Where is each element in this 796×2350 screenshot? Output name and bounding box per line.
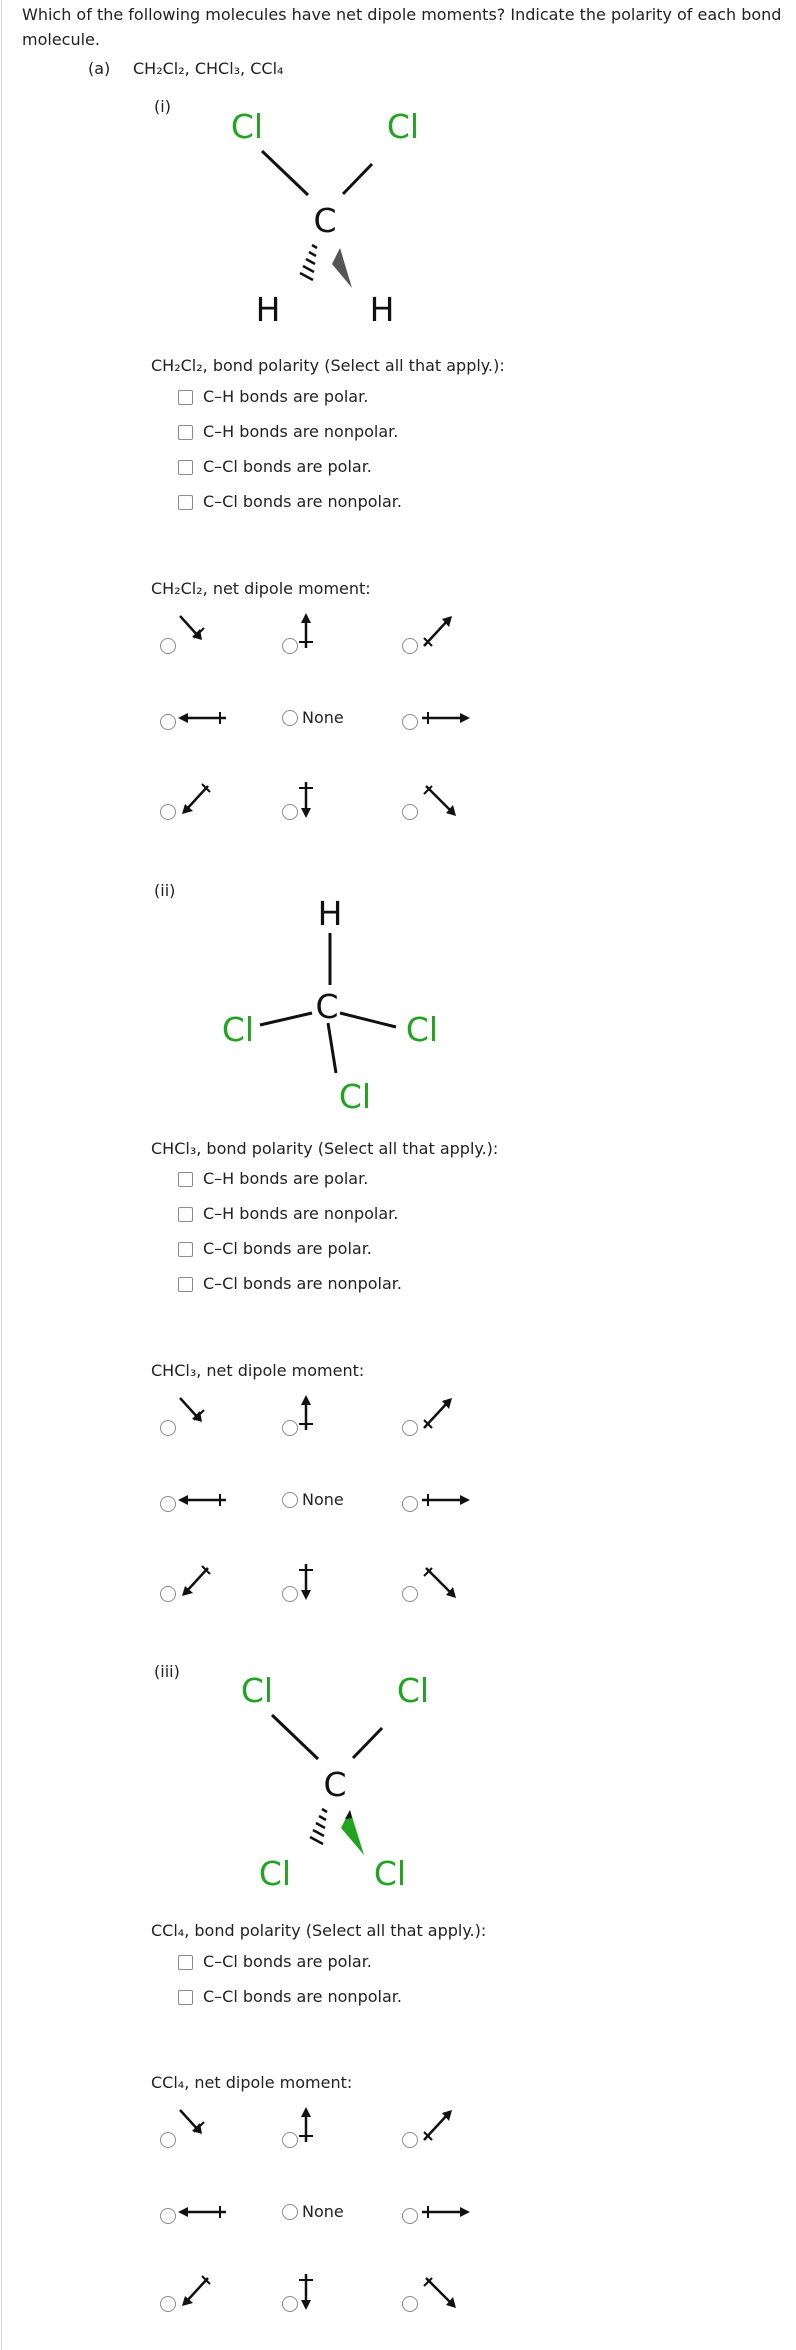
radio[interactable] bbox=[282, 2204, 298, 2220]
dipole-option-none[interactable]: None bbox=[282, 1490, 362, 1510]
dipole-option-down[interactable] bbox=[282, 2270, 322, 2312]
bond-option-i-2[interactable]: C–H bonds are nonpolar. bbox=[178, 422, 398, 442]
bond-option-iii-2[interactable]: C–Cl bonds are nonpolar. bbox=[178, 1987, 402, 2007]
radio[interactable] bbox=[160, 1586, 176, 1602]
checkbox[interactable] bbox=[178, 495, 193, 510]
bond-option-ii-2[interactable]: C–H bonds are nonpolar. bbox=[178, 1204, 398, 1224]
atom-cl-bottom-right: Cl bbox=[373, 1854, 407, 1893]
radio[interactable] bbox=[160, 2132, 176, 2148]
dipole-option-up[interactable] bbox=[282, 1394, 322, 1436]
arrow-up-right-icon bbox=[420, 1394, 460, 1434]
arrow-down-icon bbox=[294, 2270, 318, 2312]
arrow-down-icon bbox=[294, 778, 318, 820]
arrow-up-left-icon bbox=[420, 2274, 460, 2312]
bond-option-iii-1[interactable]: C–Cl bonds are polar. bbox=[178, 1952, 372, 1972]
bond-option-i-4[interactable]: C–Cl bonds are nonpolar. bbox=[178, 492, 402, 512]
item-numeral-ii: (ii) bbox=[154, 881, 176, 900]
radio[interactable] bbox=[402, 1420, 418, 1436]
dipole-option-none[interactable]: None bbox=[282, 708, 362, 728]
arrow-left-icon bbox=[178, 2202, 230, 2222]
item-numeral-i: (i) bbox=[154, 97, 171, 116]
dipole-option-right[interactable] bbox=[402, 2200, 472, 2224]
item-numeral-iii: (iii) bbox=[154, 1662, 180, 1681]
arrow-left-icon bbox=[178, 708, 230, 728]
dipole-option-down-left[interactable] bbox=[160, 782, 220, 820]
dipole-option-up-right[interactable] bbox=[402, 2106, 462, 2148]
arrow-down-right-icon bbox=[178, 2108, 218, 2148]
dipole-option-down[interactable] bbox=[282, 1560, 322, 1602]
radio[interactable] bbox=[282, 1492, 298, 1508]
part-a-marker: (a) bbox=[88, 59, 111, 78]
atom-cl-top-left: Cl bbox=[240, 1671, 274, 1710]
bond-option-i-3[interactable]: C–Cl bonds are polar. bbox=[178, 457, 372, 477]
atom-cl-top-left: Cl bbox=[230, 107, 264, 146]
bond-option-ii-4[interactable]: C–Cl bonds are nonpolar. bbox=[178, 1274, 402, 1294]
bond-polarity-prompt-iii: CCl₄, bond polarity (Select all that apply.): bbox=[151, 1921, 487, 1940]
dipole-option-right[interactable] bbox=[402, 1488, 472, 1512]
checkbox[interactable] bbox=[178, 460, 193, 475]
radio[interactable] bbox=[402, 638, 418, 654]
radio[interactable] bbox=[402, 2132, 418, 2148]
arrow-right-icon bbox=[420, 708, 472, 728]
arrow-up-right-icon bbox=[420, 612, 460, 652]
bond-polarity-prompt-i: CH₂Cl₂, bond polarity (Select all that apply.): bbox=[151, 356, 505, 375]
dipole-option-down-right[interactable] bbox=[160, 614, 220, 654]
atom-h-top: H bbox=[317, 894, 343, 933]
dipole-option-up-left[interactable] bbox=[402, 1564, 462, 1602]
dipole-option-down-right[interactable] bbox=[160, 2108, 220, 2148]
dipole-option-up[interactable] bbox=[282, 2106, 322, 2148]
radio[interactable] bbox=[160, 1420, 176, 1436]
checkbox[interactable] bbox=[178, 1172, 193, 1187]
checkbox[interactable] bbox=[178, 425, 193, 440]
dipole-option-down[interactable] bbox=[282, 778, 322, 820]
radio[interactable] bbox=[160, 804, 176, 820]
radio[interactable] bbox=[160, 714, 176, 730]
checkbox[interactable] bbox=[178, 1207, 193, 1222]
atom-cl-top-right: Cl bbox=[396, 1671, 430, 1710]
atom-cl-left: Cl bbox=[221, 1010, 255, 1049]
checkbox[interactable] bbox=[178, 1955, 193, 1970]
radio[interactable] bbox=[402, 2296, 418, 2312]
radio[interactable] bbox=[282, 710, 298, 726]
atom-c-center: C bbox=[323, 1765, 347, 1804]
arrow-right-icon bbox=[420, 2202, 472, 2222]
arrow-up-icon bbox=[294, 612, 318, 654]
dipole-option-up-left[interactable] bbox=[402, 782, 462, 820]
dipole-option-none[interactable]: None bbox=[282, 2202, 362, 2222]
arrow-down-left-icon bbox=[178, 2274, 218, 2312]
atom-c-center: C bbox=[315, 987, 339, 1026]
checkbox[interactable] bbox=[178, 390, 193, 405]
dipole-option-up-left[interactable] bbox=[402, 2274, 462, 2312]
arrow-up-icon bbox=[294, 2106, 318, 2148]
radio[interactable] bbox=[402, 804, 418, 820]
dipole-option-down-left[interactable] bbox=[160, 1564, 220, 1602]
dipole-option-down-right[interactable] bbox=[160, 1396, 220, 1436]
radio[interactable] bbox=[160, 1496, 176, 1512]
atom-c-center: C bbox=[313, 201, 337, 240]
chcl3-structure bbox=[200, 885, 460, 1125]
dipole-prompt-i: CH₂Cl₂, net dipole moment: bbox=[151, 579, 371, 598]
arrow-up-left-icon bbox=[420, 782, 460, 820]
dipole-option-left[interactable] bbox=[160, 706, 230, 730]
radio[interactable] bbox=[160, 2208, 176, 2224]
left-border bbox=[1, 0, 2, 2350]
arrow-down-icon bbox=[294, 1560, 318, 1602]
arrow-left-icon bbox=[178, 1490, 230, 1510]
dipole-prompt-iii: CCl₄, net dipole moment: bbox=[151, 2073, 353, 2092]
question-text: Which of the following molecules have net dipole moments? Indicate the polarity of each bond molecule. bbox=[22, 5, 782, 49]
radio[interactable] bbox=[402, 1496, 418, 1512]
checkbox[interactable] bbox=[178, 1242, 193, 1257]
arrow-up-left-icon bbox=[420, 1564, 460, 1602]
atom-h-bottom-left: H bbox=[255, 290, 281, 329]
atom-cl-bottom: Cl bbox=[338, 1077, 372, 1116]
atom-cl-top-right: Cl bbox=[386, 107, 420, 146]
bond-option-ii-3[interactable]: C–Cl bonds are polar. bbox=[178, 1239, 372, 1259]
atom-cl-bottom-left: Cl bbox=[258, 1854, 292, 1893]
arrow-down-right-icon bbox=[178, 1396, 218, 1436]
part-a-molecules: CH₂Cl₂, CHCl₃, CCl₄ bbox=[133, 59, 284, 78]
radio[interactable] bbox=[402, 2208, 418, 2224]
radio[interactable] bbox=[160, 2296, 176, 2312]
ch2cl2-structure bbox=[200, 108, 440, 343]
arrow-down-left-icon bbox=[178, 1564, 218, 1602]
dipole-option-left[interactable] bbox=[160, 1488, 230, 1512]
checkbox[interactable] bbox=[178, 1277, 193, 1292]
dipole-option-up-right[interactable] bbox=[402, 612, 462, 654]
dipole-option-down-left[interactable] bbox=[160, 2274, 220, 2312]
atom-h-bottom-right: H bbox=[369, 290, 395, 329]
bond-option-ii-1[interactable]: C–H bonds are polar. bbox=[178, 1169, 368, 1189]
dipole-option-right[interactable] bbox=[402, 706, 472, 730]
arrow-down-left-icon bbox=[178, 782, 218, 820]
bond-option-i-1[interactable]: C–H bonds are polar. bbox=[178, 387, 368, 407]
dipole-prompt-ii: CHCl₃, net dipole moment: bbox=[151, 1361, 365, 1380]
dipole-option-up-right[interactable] bbox=[402, 1394, 462, 1436]
checkbox[interactable] bbox=[178, 1990, 193, 2005]
atom-cl-right: Cl bbox=[405, 1010, 439, 1049]
bond-polarity-prompt-ii: CHCl₃, bond polarity (Select all that apply.): bbox=[151, 1139, 499, 1158]
radio[interactable] bbox=[402, 714, 418, 730]
dipole-option-up[interactable] bbox=[282, 612, 322, 654]
arrow-up-icon bbox=[294, 1394, 318, 1436]
radio[interactable] bbox=[160, 638, 176, 654]
ccl4-structure bbox=[210, 1672, 450, 1897]
arrow-up-right-icon bbox=[420, 2106, 460, 2146]
dipole-option-left[interactable] bbox=[160, 2200, 230, 2224]
arrow-right-icon bbox=[420, 1490, 472, 1510]
arrow-down-right-icon bbox=[178, 614, 218, 654]
radio[interactable] bbox=[402, 1586, 418, 1602]
